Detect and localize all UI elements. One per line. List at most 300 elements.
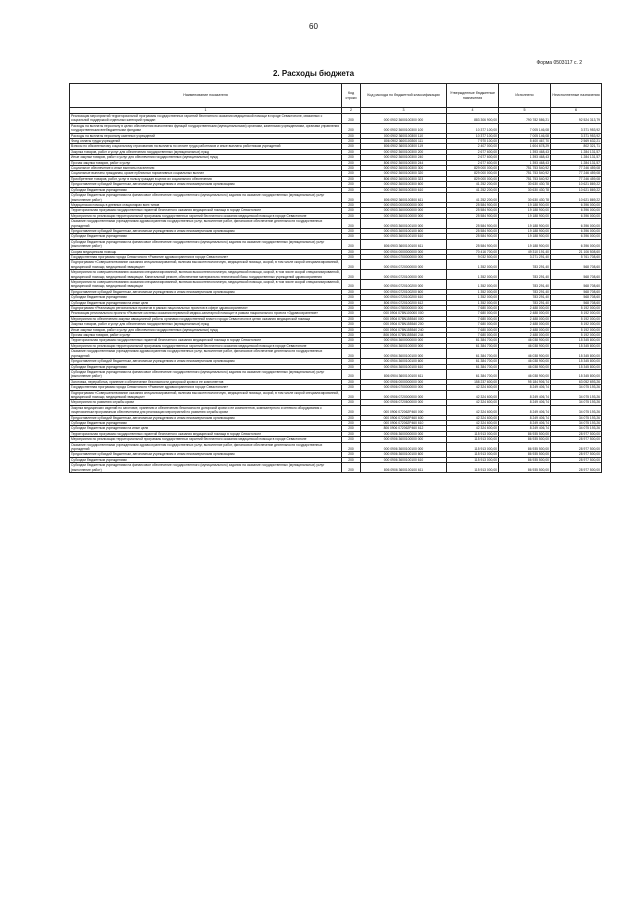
row-executed-amount: 19 188 900,00 xyxy=(499,219,551,229)
row-line-code: 200 xyxy=(342,123,361,133)
row-unexecuted-amount: 28 977 500,00 xyxy=(551,463,602,473)
row-classification-code: 000 0904 078N100000 000 xyxy=(361,311,447,316)
row-approved-amount: 1 352 000,00 xyxy=(447,260,499,270)
row-executed-amount: 783 291,40 xyxy=(499,260,551,270)
row-line-code: 200 xyxy=(342,295,361,300)
row-approved-amount: 2 677 600,00 xyxy=(447,149,499,154)
row-approved-amount: 42 324 600,00 xyxy=(447,415,499,420)
row-line-code: 200 xyxy=(342,327,361,332)
row-classification-code: 000 0904 0720100000 000 xyxy=(361,270,447,280)
row-unexecuted-amount: 5 761 708,60 xyxy=(551,254,602,259)
row-classification-code: 000 0904 0000000000 000 xyxy=(361,249,447,254)
expenditure-table xyxy=(69,83,602,473)
row-classification-code: 000 0906 3600100000 000 xyxy=(361,437,447,442)
row-unexecuted-amount: 92 524 313,79 xyxy=(551,114,602,124)
row-executed-amount: 783 291,40 xyxy=(499,280,551,290)
row-executed-amount: 86 935 500,00 xyxy=(499,457,551,462)
row-name: Территориальная программа государственных гарантий бесплатного оказания медицинской помощи в городе Севастополе xyxy=(70,208,342,213)
row-approved-amount: 25 584 900,00 xyxy=(447,202,499,207)
row-line-code: 200 xyxy=(342,202,361,207)
row-name: Скорая медицинская помощь xyxy=(70,249,342,254)
row-name: Фонд оплаты труда учреждений xyxy=(70,139,342,144)
row-executed-amount: 86 935 500,00 xyxy=(499,442,551,452)
row-classification-code: 000 0904 0720000000 000 xyxy=(361,260,447,270)
row-approved-amount: 41 252 200,00 xyxy=(447,193,499,203)
table-row xyxy=(70,193,602,203)
row-classification-code: 000 0904 0720100200 600 xyxy=(361,289,447,294)
row-unexecuted-amount: 28 977 500,00 xyxy=(551,442,602,452)
row-classification-code: 000 0906 0720000000 000 xyxy=(361,390,447,400)
row-line-code: 200 xyxy=(342,369,361,379)
row-approved-amount: 41 252 200,00 xyxy=(447,182,499,187)
row-unexecuted-amount: 15 345 800,00 xyxy=(551,343,602,348)
row-approved-amount: 1 352 000,00 xyxy=(447,270,499,280)
row-unexecuted-amount: 77 246 459,08 xyxy=(551,171,602,176)
row-name: Субсидии бюджетным учреждениям на иные цели xyxy=(70,426,342,431)
row-unexecuted-amount: 15 345 800,00 xyxy=(551,369,602,379)
row-line-code: 200 xyxy=(342,300,361,305)
page-number: 60 xyxy=(309,22,318,31)
row-executed-amount: 7 005 146,08 xyxy=(499,123,551,133)
row-unexecuted-amount: 5 192 000,00 xyxy=(551,333,602,338)
row-name: Социальные выплаты гражданам, кроме публичных нормативных социальных выплат xyxy=(70,171,342,176)
row-name: Субсидии бюджетным учреждениям xyxy=(70,457,342,462)
row-executed-amount: 46 038 900,00 xyxy=(499,338,551,343)
row-line-code: 200 xyxy=(342,213,361,218)
row-line-code: 200 xyxy=(342,166,361,171)
row-approved-amount: 25 584 900,00 xyxy=(447,219,499,229)
row-approved-amount: 41 252 200,00 xyxy=(447,187,499,192)
row-unexecuted-amount: 2 569 632,21 xyxy=(551,139,602,144)
row-name: Закупка медицинских изделий по заготовке, хранению и обеспечению безопасности донорской крови и ее компонентов, компьютерного и сетевого оборудования с лицензионным программным обеспечением для реализации мероприятий по развитию службы крови xyxy=(70,405,342,415)
row-line-code: 200 xyxy=(342,322,361,327)
row-approved-amount: 115 913 000,00 xyxy=(447,442,499,452)
row-unexecuted-amount: 34 075 193,26 xyxy=(551,400,602,405)
row-executed-amount: 95 184 906,74 xyxy=(499,379,551,384)
row-classification-code: 806 0906 072062Р460 612 xyxy=(361,426,447,431)
row-name: Реализация мероприятий территориальной программы государственных гарантий бесплатного оказания медицинской помощи в городе Севастополе, связанных с социальной поддержкой отдельных категорий граждан xyxy=(70,114,342,124)
row-approved-amount: 42 324 600,00 xyxy=(447,426,499,431)
row-line-code: 200 xyxy=(342,155,361,160)
row-name: Мероприятия по реализации территориальной программы государственных гарантий бесплатного оказания медицинской помощи в городе Севастополе xyxy=(70,343,342,348)
row-unexecuted-amount: 28 977 500,00 xyxy=(551,437,602,442)
row-line-code: 200 xyxy=(342,463,361,473)
row-approved-amount: 42 324 600,00 xyxy=(447,400,499,405)
row-line-code: 200 xyxy=(342,415,361,420)
row-name: Прочая закупка товаров, работ и услуг xyxy=(70,160,342,165)
row-line-code: 200 xyxy=(342,219,361,229)
row-approved-amount: 7 680 000,00 xyxy=(447,327,499,332)
row-executed-amount: 30 630 430,78 xyxy=(499,193,551,203)
row-name: Территориальная программа государственных гарантий бесплатного оказания медицинской помощи в городе Севастополе xyxy=(70,431,342,436)
row-unexecuted-amount: 10 621 869,22 xyxy=(551,187,602,192)
row-classification-code: 000 0906 3600100100 000 xyxy=(361,442,447,452)
row-unexecuted-amount: 802 321,71 xyxy=(551,144,602,149)
row-classification-code: 000 0904 0700000000 000 xyxy=(361,254,447,259)
row-classification-code: 806 0904 078N155540 244 xyxy=(361,333,447,338)
column-header-approved: Утвержденные бюджетные назначения xyxy=(447,84,499,108)
row-executed-amount: 1 393 468,43 xyxy=(499,155,551,160)
row-approved-amount: 7 680 000,00 xyxy=(447,316,499,321)
row-unexecuted-amount: 3 371 953,92 xyxy=(551,123,602,133)
row-classification-code: 000 0906 0720600000 000 xyxy=(361,400,447,405)
row-approved-amount: 115 913 000,00 xyxy=(447,452,499,457)
row-approved-amount: 10 377 100,00 xyxy=(447,123,499,133)
row-line-code: 200 xyxy=(342,289,361,294)
row-classification-code: 000 0902 3600100300 610 xyxy=(361,187,447,192)
row-line-code: 200 xyxy=(342,260,361,270)
row-classification-code: 000 0906 072062Р460 000 xyxy=(361,405,447,415)
row-name: Субсидии бюджетным учреждениям xyxy=(70,364,342,369)
row-name: Предоставление субсидий бюджетным, автономным учреждениям и иным некоммерческим организациям xyxy=(70,182,342,187)
row-name: Приобретение товаров, работ, услуг в пользу граждан в целях их социального обеспечения xyxy=(70,176,342,181)
row-classification-code: 000 0904 078N155540 240 xyxy=(361,327,447,332)
column-header-unexecuted: Неисполненные назначения xyxy=(551,84,602,108)
table-row xyxy=(70,123,602,133)
row-classification-code: 000 0904 3600100100 600 xyxy=(361,359,447,364)
row-unexecuted-amount: 15 345 800,00 xyxy=(551,338,602,343)
row-executed-amount: 86 935 500,00 xyxy=(499,452,551,457)
row-executed-amount: 751 753 540,92 xyxy=(499,166,551,171)
section-title: 2. Расходы бюджета xyxy=(272,69,355,78)
row-approved-amount: 2 677 600,00 xyxy=(447,155,499,160)
row-classification-code: 000 0904 078N155540 200 xyxy=(361,322,447,327)
row-approved-amount: 115 913 000,00 xyxy=(447,463,499,473)
table-row xyxy=(70,270,602,280)
row-name: Территориальная программа государственных гарантий бесплатного оказания медицинской помощи в городе Севастополе xyxy=(70,338,342,343)
row-line-code: 200 xyxy=(342,133,361,138)
row-name: Субсидии бюджетным учреждениям на финансовое обеспечение государственного (муниципального) задания на оказание государственных (муниципальных) услуг (выполнение работ) xyxy=(70,239,342,249)
row-approved-amount: 115 913 000,00 xyxy=(447,437,499,442)
row-approved-amount: 2 677 600,00 xyxy=(447,160,499,165)
row-name: Предоставление субсидий бюджетным, автономным учреждениям и иным некоммерческим организациям xyxy=(70,359,342,364)
row-approved-amount: 61 384 700,00 xyxy=(447,349,499,359)
row-classification-code: 806 0902 3600100300 119 xyxy=(361,144,447,149)
row-classification-code: 000 0903 0000000000 000 xyxy=(361,202,447,207)
row-name: Иные закупки товаров, работ и услуг для обеспечения государственных (муниципальных) нужд xyxy=(70,327,342,332)
row-name: Медицинская помощь в дневных стационарах всех типов xyxy=(70,202,342,207)
table-row xyxy=(70,463,602,473)
row-line-code: 200 xyxy=(342,234,361,239)
row-unexecuted-amount: 6 396 000,00 xyxy=(551,213,602,218)
row-unexecuted-amount: 5 192 000,00 xyxy=(551,316,602,321)
row-unexecuted-amount: 6 396 000,00 xyxy=(551,234,602,239)
row-name: Расходы на выплаты персоналу в целях обеспечения выполнения функций государственными (муниципальными) органами, казенными учреждениями, органами управления государственными внебюджетными фондами xyxy=(70,123,342,133)
row-line-code: 200 xyxy=(342,385,361,390)
row-classification-code: 000 0906 3600100100 600 xyxy=(361,452,447,457)
row-classification-code: 000 0902 3600100300 100 xyxy=(361,123,447,133)
row-approved-amount: 42 324 600,00 xyxy=(447,420,499,425)
row-line-code: 200 xyxy=(342,437,361,442)
row-name: Субсидии бюджетным учреждениям xyxy=(70,187,342,192)
row-classification-code: 000 0906 072062Р460 610 xyxy=(361,420,447,425)
row-name: Расходы на выплаты персоналу казенных учреждений xyxy=(70,133,342,138)
row-executed-amount: 46 038 900,00 xyxy=(499,349,551,359)
table-header-row xyxy=(70,84,602,108)
row-executed-amount: 1 604 678,29 xyxy=(499,144,551,149)
row-executed-amount: 7 005 146,08 xyxy=(499,133,551,138)
row-classification-code: 806 0902 3600100300 111 xyxy=(361,139,447,144)
row-executed-amount: 8 249 406,74 xyxy=(499,390,551,400)
row-approved-amount: 61 384 700,00 xyxy=(447,364,499,369)
row-name: Заготовка, переработка, хранение и обеспечение безопасности донорской крови и ее компонентов xyxy=(70,379,342,384)
row-classification-code: 000 0904 3600000000 000 xyxy=(361,338,447,343)
column-number: 1 xyxy=(70,108,342,114)
row-unexecuted-amount: 77 246 459,08 xyxy=(551,166,602,171)
row-name: Подпрограмма «Совершенствование оказания специализированной, включая высокотехнологичную, медицинской помощи, скорой, в том числе скорой специализированной, медицинской помощи, медицинской эвакуации» xyxy=(70,390,342,400)
row-executed-amount: 783 291,40 xyxy=(499,289,551,294)
row-approved-amount: 61 384 700,00 xyxy=(447,338,499,343)
row-executed-amount: 2 488 000,00 xyxy=(499,327,551,332)
row-unexecuted-amount: 6 396 000,00 xyxy=(551,219,602,229)
row-executed-amount: 86 935 500,00 xyxy=(499,431,551,436)
row-line-code: 200 xyxy=(342,193,361,203)
row-unexecuted-amount: 6 396 000,00 xyxy=(551,239,602,249)
row-line-code: 200 xyxy=(342,359,361,364)
row-executed-amount: 8 249 406,74 xyxy=(499,405,551,415)
row-name: Предоставление субсидий бюджетным, автономным учреждениям и иным некоммерческим организациям xyxy=(70,452,342,457)
row-unexecuted-amount: 568 708,60 xyxy=(551,280,602,290)
row-line-code: 200 xyxy=(342,426,361,431)
row-classification-code: 000 0904 3600100100 610 xyxy=(361,364,447,369)
column-number: 4 xyxy=(447,108,499,114)
row-name: Государственная программа города Севастополя «Развитие здравоохранения в городе Севастополе» xyxy=(70,254,342,259)
row-executed-amount: 2 488 000,00 xyxy=(499,306,551,311)
row-approved-amount: 7 970 100,00 xyxy=(447,139,499,144)
row-name: Мероприятия по реализации территориальной программы государственных гарантий бесплатного оказания медицинской помощи в городе Севастополе xyxy=(70,213,342,218)
table-row xyxy=(70,219,602,229)
row-executed-amount: 8 249 406,74 xyxy=(499,415,551,420)
row-unexecuted-amount: 5 192 000,00 xyxy=(551,327,602,332)
row-classification-code: 000 0902 3600100300 110 xyxy=(361,133,447,138)
row-approved-amount: 829 000 000,00 xyxy=(447,171,499,176)
row-line-code: 200 xyxy=(342,182,361,187)
table-row xyxy=(70,349,602,359)
row-executed-amount: 19 188 900,00 xyxy=(499,213,551,218)
row-executed-amount: 2 488 000,00 xyxy=(499,333,551,338)
row-classification-code: 000 0902 3600100300 240 xyxy=(361,155,447,160)
row-unexecuted-amount: 1 284 131,57 xyxy=(551,149,602,154)
row-classification-code: 000 0904 3600100000 000 xyxy=(361,343,447,348)
row-executed-amount: 86 935 500,00 xyxy=(499,463,551,473)
row-executed-amount: 86 935 500,00 xyxy=(499,437,551,442)
row-line-code: 200 xyxy=(342,420,361,425)
row-approved-amount: 115 913 000,00 xyxy=(447,431,499,436)
row-classification-code: 000 0903 3600000000 000 xyxy=(361,208,447,213)
row-approved-amount: 7 680 000,00 xyxy=(447,306,499,311)
row-name: Мероприятия по совершенствованию оказания специализированной, включая высокотехнологичную, медицинской помощи, скорой, в том числе скорой специализированной, медицинской помощи, медицинской эвакуации. Капитальный ремонт, обеспечение материально-технической базы государственных учреждений здравоохранения xyxy=(71,270,340,279)
row-line-code: 200 xyxy=(342,114,361,124)
row-approved-amount: 1 352 000,00 xyxy=(447,295,499,300)
row-classification-code: 000 0903 3600100100 600 xyxy=(361,228,447,233)
row-name: Реализация регионального проекта «Развитие системы оказания первичной медико-санитарной помощи» в рамках национального проекта «Здравоохранение» xyxy=(70,311,342,316)
row-executed-amount: 30 630 430,78 xyxy=(499,187,551,192)
row-name: Субсидии бюджетным учреждениям на иные цели xyxy=(70,300,342,305)
row-line-code: 200 xyxy=(342,338,361,343)
table-row xyxy=(70,369,602,379)
row-classification-code: 000 0906 0000000000 000 xyxy=(361,379,447,384)
row-approved-amount: 42 324 600,00 xyxy=(447,405,499,415)
row-line-code: 200 xyxy=(342,187,361,192)
row-name: Субсидии бюджетным учреждениям на финансовое обеспечение государственного (муниципального) задания на оказание государственных (муниципальных) услуг (выполнение работ) xyxy=(70,193,342,203)
row-classification-code: 000 0904 0780000000 000 xyxy=(361,306,447,311)
row-classification-code: 000 0902 3600100300 300 xyxy=(361,166,447,171)
row-unexecuted-amount: 1 284 131,57 xyxy=(551,160,602,165)
row-name: Подпрограмма «Совершенствование оказания специализированной, включая высокотехнологичную, медицинской помощи, скорой, в том числе скорой специализированной, медицинской помощи, медицинской эвакуации» xyxy=(70,260,342,270)
column-number: 3 xyxy=(361,108,447,114)
row-approved-amount: 1 352 000,00 xyxy=(447,289,499,294)
table-row xyxy=(70,390,602,400)
column-header-line-code: Код строки xyxy=(342,84,361,108)
row-approved-amount: 25 584 900,00 xyxy=(447,234,499,239)
row-executed-amount: 19 188 900,00 xyxy=(499,228,551,233)
row-classification-code: 000 0904 0720100200 000 xyxy=(361,280,447,290)
row-name: Закупка товаров, работ и услуг для обеспечения государственных (муниципальных) нужд xyxy=(70,149,342,154)
row-line-code: 200 xyxy=(342,144,361,149)
row-name: Государственная программа города Севастополя «Развитие здравоохранения в городе Севастополе» xyxy=(70,385,342,390)
row-unexecuted-amount: 568 708,60 xyxy=(551,300,602,305)
row-unexecuted-amount: 568 708,60 xyxy=(551,270,602,280)
row-line-code: 200 xyxy=(342,379,361,384)
row-line-code: 200 xyxy=(342,364,361,369)
row-line-code: 200 xyxy=(342,390,361,400)
row-executed-amount: 751 753 540,92 xyxy=(499,171,551,176)
row-name: Субсидии бюджетным учреждениям xyxy=(70,295,342,300)
row-approved-amount: 115 913 000,00 xyxy=(447,457,499,462)
row-line-code: 200 xyxy=(342,343,361,348)
column-number: 5 xyxy=(499,108,551,114)
row-unexecuted-amount: 34 075 193,26 xyxy=(551,390,602,400)
row-executed-amount: 2 488 000,00 xyxy=(499,311,551,316)
row-classification-code: 000 0903 3600100100 610 xyxy=(361,234,447,239)
row-line-code: 200 xyxy=(342,405,361,415)
row-unexecuted-amount: 568 708,60 xyxy=(551,289,602,294)
row-unexecuted-amount: 34 075 193,26 xyxy=(551,385,602,390)
row-name: Взносы по обязательному социальному страхованию на выплаты по оплате труда работников и иные выплаты работникам учреждений xyxy=(70,144,342,149)
row-unexecuted-amount: 28 977 500,00 xyxy=(551,457,602,462)
row-unexecuted-amount: 6 396 000,00 xyxy=(551,202,602,207)
row-unexecuted-amount: 34 075 193,26 xyxy=(551,405,602,415)
row-classification-code: 806 0904 0720100200 612 xyxy=(361,300,447,305)
row-name: Предоставление субсидий бюджетным, автономным учреждениям и иным некоммерческим организациям xyxy=(70,415,342,420)
row-unexecuted-amount: 10 621 869,22 xyxy=(551,193,602,203)
row-classification-code: 000 0904 078N155540 000 xyxy=(361,316,447,321)
row-approved-amount: 2 407 000,00 xyxy=(447,144,499,149)
row-executed-amount: 5 400 467,70 xyxy=(499,139,551,144)
row-line-code: 200 xyxy=(342,311,361,316)
row-executed-amount: 46 038 900,00 xyxy=(499,359,551,364)
row-executed-amount: 783 291,40 xyxy=(499,270,551,280)
row-name: Прочая закупка товаров, работ и услуг xyxy=(70,333,342,338)
row-line-code: 200 xyxy=(342,270,361,280)
row-classification-code: 000 0903 3600100100 000 xyxy=(361,219,447,229)
row-executed-amount: 46 038 900,00 xyxy=(499,369,551,379)
table-row xyxy=(70,114,602,124)
row-unexecuted-amount: 6 396 000,00 xyxy=(551,208,602,213)
row-executed-amount: 46 038 900,00 xyxy=(499,364,551,369)
row-line-code: 200 xyxy=(342,249,361,254)
row-approved-amount: 25 584 900,00 xyxy=(447,208,499,213)
row-line-code: 200 xyxy=(342,457,361,462)
row-approved-amount: 70 416 700,00 xyxy=(447,249,499,254)
row-executed-amount: 19 188 900,00 xyxy=(499,239,551,249)
row-line-code: 200 xyxy=(342,228,361,233)
row-name: Оказание государственными учреждениями здравоохранения государственных услуг, выполнение работ, финансовое обеспечение деятельности государственных учреждений xyxy=(70,349,342,359)
row-classification-code: 806 0902 3600100300 244 xyxy=(361,160,447,165)
row-name: Субсидии бюджетным учреждениям на финансовое обеспечение государственного (муниципального) задания на оказание государственных (муниципальных) услуг (выполнение работ) xyxy=(70,463,342,473)
row-approved-amount: 7 680 000,00 xyxy=(447,311,499,316)
table-body xyxy=(70,114,602,473)
row-line-code: 200 xyxy=(342,280,361,290)
row-approved-amount: 829 000 000,00 xyxy=(447,176,499,181)
row-unexecuted-amount: 3 371 953,92 xyxy=(551,133,602,138)
row-line-code: 200 xyxy=(342,431,361,436)
row-classification-code: 000 0906 3600000000 000 xyxy=(361,431,447,436)
row-classification-code: 000 0906 072062Р460 600 xyxy=(361,415,447,420)
row-classification-code: 000 0903 3600100000 000 xyxy=(361,213,447,218)
row-classification-code: 806 0902 3600100300 611 xyxy=(361,193,447,203)
row-line-code: 200 xyxy=(342,176,361,181)
row-executed-amount: 19 188 900,00 xyxy=(499,202,551,207)
row-name: Иные закупки товаров, работ и услуг для обеспечения государственных (муниципальных) нужд xyxy=(70,155,342,160)
row-executed-amount: 1 393 468,43 xyxy=(499,149,551,154)
row-classification-code: 000 0902 3600100300 600 xyxy=(361,182,447,187)
row-unexecuted-amount: 28 977 500,00 xyxy=(551,431,602,436)
row-name: Предоставление субсидий бюджетным, автономным учреждениям и иным некоммерческим организациям xyxy=(70,228,342,233)
row-name: Субсидии бюджетным учреждениям xyxy=(70,420,342,425)
row-name: Закупка товаров, работ и услуг для обеспечения государственных (муниципальных) нужд xyxy=(70,322,342,327)
row-approved-amount: 61 384 700,00 xyxy=(447,369,499,379)
row-executed-amount: 8 249 406,74 xyxy=(499,400,551,405)
column-header-executed: Исполнено xyxy=(499,84,551,108)
row-line-code: 200 xyxy=(342,254,361,259)
row-executed-amount: 783 291,40 xyxy=(499,300,551,305)
row-line-code: 200 xyxy=(342,400,361,405)
row-unexecuted-amount: 77 246 459,08 xyxy=(551,176,602,181)
row-line-code: 200 xyxy=(342,160,361,165)
row-name: Субсидии бюджетным учреждениям xyxy=(70,234,342,239)
table-row xyxy=(70,260,602,270)
row-name: Мероприятия по реализации территориальной программы государственных гарантий бесплатного оказания медицинской помощи в городе Севастополе xyxy=(70,437,342,442)
row-approved-amount: 61 384 700,00 xyxy=(447,359,499,364)
row-unexecuted-amount: 34 075 193,26 xyxy=(551,420,602,425)
row-line-code: 200 xyxy=(342,349,361,359)
row-approved-amount: 1 352 000,00 xyxy=(447,300,499,305)
row-name: Субсидии бюджетным учреждениям на финансовое обеспечение государственного (муниципального) задания на оказание государственных (муниципальных) услуг (выполнение работ) xyxy=(70,369,342,379)
row-executed-amount: 8 249 406,74 xyxy=(499,420,551,425)
row-line-code: 200 xyxy=(342,149,361,154)
row-approved-amount: 25 584 900,00 xyxy=(447,213,499,218)
row-name: Оказание государственными учреждениями здравоохранения государственных услуг, выполнение работ, финансовое обеспечение деятельности государственных учреждений xyxy=(70,442,342,452)
row-unexecuted-amount: 63 052 693,26 xyxy=(551,379,602,384)
row-unexecuted-amount: 15 345 800,00 xyxy=(551,349,602,359)
row-executed-amount: 8 249 406,74 xyxy=(499,385,551,390)
row-classification-code: 000 0902 3600100300 320 xyxy=(361,171,447,176)
row-unexecuted-amount: 5 192 000,00 xyxy=(551,306,602,311)
row-classification-code: 000 0902 3600100300 000 xyxy=(361,114,447,124)
row-unexecuted-amount: 10 621 869,22 xyxy=(551,182,602,187)
row-classification-code: 806 0904 3600100100 611 xyxy=(361,369,447,379)
row-approved-amount: 61 384 700,00 xyxy=(447,343,499,348)
row-line-code: 200 xyxy=(342,208,361,213)
row-executed-amount: 19 188 900,00 xyxy=(499,208,551,213)
row-classification-code: 000 0904 0720100200 610 xyxy=(361,295,447,300)
row-unexecuted-amount: 34 075 193,26 xyxy=(551,426,602,431)
row-executed-amount: 3 271 291,40 xyxy=(499,254,551,259)
row-line-code: 200 xyxy=(342,452,361,457)
column-number: 6 xyxy=(551,108,602,114)
row-name: Подпрограмма «Реализация региональных проектов в рамках национальных проектов в сфере здравоохранения» xyxy=(70,306,342,311)
